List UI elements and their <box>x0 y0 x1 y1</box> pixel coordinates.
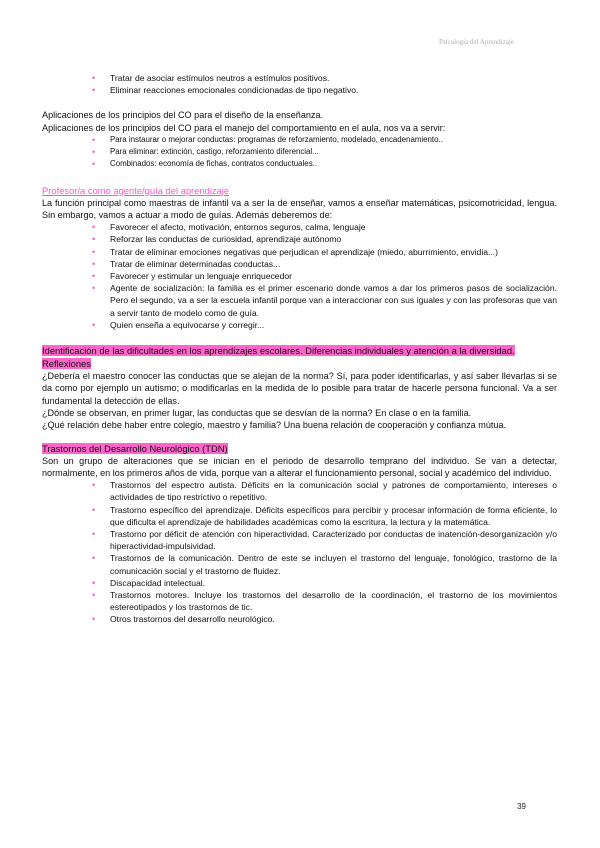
list-item: • Tratar de eliminar determinadas conductas... <box>92 258 557 270</box>
list-item: • Otros trastornos del desarrollo neurológico. <box>92 613 557 625</box>
list-item: • Discapacidad intelectual. <box>92 577 557 589</box>
list-item: • Favorecer el afecto, motivación, entornos seguros, calma, lenguaje <box>92 221 557 233</box>
reflexion-question-3: ¿Qué relación debe haber entre colegio, maestro y familia? Una buena relación de cooperación y confianza mútua. <box>42 420 507 431</box>
tdn-title-text: Trastornos del Desarrollo Neurológico (TDN) <box>42 442 228 454</box>
reflexiones-text: Reflexiones <box>42 358 91 370</box>
list-item: • Trastornos motores. Incluye los trastornos del desarrollo de la coordinación, el trastorno de los movimientos estereotipados y los trastornos de tic. <box>92 589 557 613</box>
identificacion-title-text: Identificación de las dificultades en los aprendizajes escolares. Diferencias individuales y atención a la diversidad. <box>42 345 515 357</box>
tdn-intro: Son un grupo de alteraciones que se inician en el periodo de desarrollo temprano del individuo. Se van a detectar, normalmente, en los primeros años de vida, porque van a alterar el funcionamiento personal, social y académico del individuo. <box>42 455 557 478</box>
page-content <box>42 72 557 626</box>
list-item: • Tratar de asociar estímulos neutros a estímulos positivos. <box>92 72 557 84</box>
list-item: • Combinados: economía de fichas, contratos conductuales.. <box>92 158 557 170</box>
aplicaciones-list <box>42 134 557 171</box>
tdn-section-title <box>42 442 557 455</box>
list-item: • Trastornos del espectro autista. Déficits en la comunicación social y patrones de comportamiento, intereses o actividades de tipo restrictivo o repetitivo. <box>92 479 557 503</box>
list-item: • Agente de socialización: la familia es el primer escenario donde vamos a dar los primeros pasos de socialización. Pero el segundo, va a ser la escuela infantil porque van a interaccionar con sus iguales y con las profesoras que van a servir tanto de modelo como de guía. <box>92 282 557 319</box>
reflexiones-subtitle <box>42 357 557 370</box>
profesor-intro: La función principal como maestras de infantil va a ser la de enseñar, vamos a enseñar matemáticas, psicomotricidad, lengua. Sin embargo, vamos a actuar a modo de guías. Además deberemos de: <box>42 197 557 220</box>
list-item: • Para instaurar o mejorar conductas: programas de reforzamiento, modelado, encadenamiento.. <box>92 134 557 146</box>
list-item: • Reforzar las conductas de curiosidad, aprendizaje autónomo <box>92 233 557 245</box>
list-item: • Quien enseña a equivocarse y corregir... <box>92 319 557 331</box>
profesor-section-title: Profesor/a como agente/guía del aprendizaje <box>42 184 230 196</box>
top-bullet-list <box>42 72 557 96</box>
list-item: • Trastornos de la comunicación. Dentro de este se incluyen el trastorno del lenguaje, fonológico, trastorno de la comunicación social y el trastorno de fluidez. <box>92 552 557 576</box>
reflexion-question-2: ¿Dónde se observan, en primer lugar, las conductas que se desvían de la norma? En clase o en la familia. <box>42 407 472 418</box>
list-item: • Trastorno específico del aprendizaje. Déficits específicos para percibir y procesar información de forma eficiente, lo que dificulta el aprendizaje de habilidades académicas como la escritura, la lectura y la matemática. <box>92 504 557 528</box>
tdn-list <box>42 479 557 625</box>
running-header: Psicología del Aprendizaje <box>438 38 514 46</box>
page-number: 39 <box>517 802 526 811</box>
reflexion-question-1: ¿Debería el maestro conocer las conductas que se alejan de la norma? Sí, para poder identificarlas, y así saber llevarlas si se da como por ejemplo un autismo; o modificarlas en la medida de lo posible para tratar de hacerle persona funcional. Va a ser fundamental la detección de ellas. <box>42 371 557 406</box>
aplicaciones-line-1: Aplicaciones de los principios del CO para el diseño de la enseñanza. <box>42 110 324 121</box>
aplicaciones-line-2: Aplicaciones de los principios del CO para el manejo del comportamiento en el aula, nos va a servir: <box>42 122 446 133</box>
profesor-list <box>42 221 557 331</box>
list-item: • Favorecer y estimular un lenguaje enriquecedor <box>92 270 557 282</box>
list-item: • Para eliminar: extinción, castigo, reforzamiento diferencial... <box>92 146 557 158</box>
list-item: • Tratar de eliminar emociones negativas que perjudican el aprendizaje (miedo, aburrimiento, envidia...) <box>92 246 557 258</box>
identificacion-section-title <box>42 344 557 357</box>
list-item: • Eliminar reacciones emocionales condicionadas de tipo negativo. <box>92 84 557 96</box>
list-item: • Trastorno por déficit de atención con hiperactividad. Caracterizado por conductas de inatención-desorganización y/o hiperactividad-impulsividad. <box>92 528 557 552</box>
